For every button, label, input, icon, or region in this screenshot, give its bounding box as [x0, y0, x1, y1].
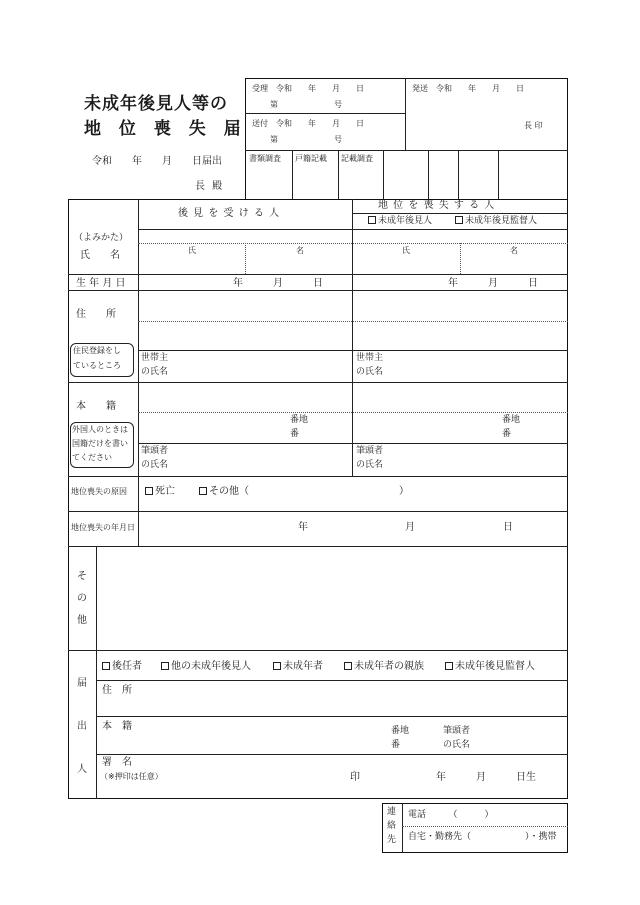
- opt-minor-guardian[interactable]: 未成年後見人: [368, 216, 432, 226]
- ward-head-1: 筆頭者: [141, 446, 169, 456]
- resident-note-1: 住民登録をし: [73, 346, 121, 355]
- checkbox-other-guardian[interactable]: [161, 662, 169, 670]
- send-date: 送付 令和 年 月 日: [252, 119, 364, 128]
- loser-header: 地 位 を 喪 失 す る 人: [378, 200, 496, 211]
- cause-other-option[interactable]: その他（ ）: [199, 487, 409, 497]
- notifier-address-label: 住 所: [102, 685, 132, 696]
- ward-head-2: の氏名: [141, 460, 169, 470]
- loser-head-1: 筆頭者: [356, 446, 384, 456]
- ward-header: 後 見 を 受 け る 人: [178, 208, 281, 219]
- honseki-label: 本 籍: [76, 401, 116, 412]
- cause-month[interactable]: 月: [405, 522, 415, 533]
- checkbox-death[interactable]: [145, 487, 153, 495]
- receipt-number: 第 号: [270, 100, 342, 109]
- loser-household-head-1: 世帯主: [356, 353, 384, 363]
- dispatch-date: 発送 令和 年 月 日: [412, 84, 524, 93]
- foreign-note-1: 外国人のときは: [72, 425, 128, 434]
- contact-label-1: 連: [387, 807, 397, 817]
- notifier-head-1: 筆頭者: [443, 726, 471, 736]
- form-title-line1: 未成年後見人等の: [84, 94, 228, 114]
- other-label-1: そ: [77, 571, 87, 582]
- ward-given-label: 名: [296, 246, 304, 255]
- cause-day[interactable]: 日: [503, 522, 513, 533]
- send-number: 第 号: [270, 135, 342, 144]
- checkbox-supervisor[interactable]: [455, 216, 463, 224]
- contact-label-2: 絡: [387, 821, 397, 831]
- foreign-note-3: てください: [72, 453, 112, 462]
- notifier-birth-date[interactable]: 年 月 日生: [436, 772, 536, 783]
- loser-given-label: 名: [510, 246, 518, 255]
- entry-inspection: 記載調査: [341, 154, 373, 163]
- ward-birth-date[interactable]: 年 月 日: [233, 278, 323, 289]
- name-label: 氏 名: [80, 250, 120, 261]
- loser-birth-date[interactable]: 年 月 日: [448, 278, 538, 289]
- notifier-honseki-label: 本 籍: [102, 721, 132, 732]
- foreign-note-2: 国籍だけを書い: [72, 439, 128, 448]
- checkbox-successor[interactable]: [102, 662, 110, 670]
- cause-label: 地位喪失の原因: [71, 487, 127, 496]
- other-label-2: の: [77, 593, 87, 604]
- seal-optional-note: （※押印は任意）: [100, 772, 163, 781]
- notifier-opt-minor[interactable]: 未成年者: [273, 662, 323, 672]
- seal-mark: 印: [350, 772, 360, 783]
- other-textarea[interactable]: [97, 547, 567, 649]
- notifier-ban: 番: [391, 740, 401, 750]
- contact-label-3: 先: [387, 835, 397, 845]
- notifier-banchi: 番地: [391, 726, 410, 736]
- notifier-label-1: 届: [77, 678, 87, 689]
- cause-death-option[interactable]: 死亡: [145, 487, 175, 497]
- checkbox-other[interactable]: [199, 487, 207, 495]
- loser-surname-label: 氏: [402, 246, 410, 255]
- cause-date-label: 地位喪失の年月日: [71, 523, 135, 532]
- receipt-date: 受理 令和 年 月 日: [252, 84, 364, 93]
- birth-label: 生 年 月 日: [76, 278, 126, 289]
- loser-head-2: の氏名: [356, 460, 384, 470]
- ward-household-head-1: 世帯主: [141, 353, 169, 363]
- register-entry: 戸籍記載: [295, 154, 327, 163]
- filing-date[interactable]: 令和 年 月 日届出: [92, 156, 222, 167]
- other-label-3: 他: [77, 615, 87, 626]
- notifier-address-input[interactable]: [140, 682, 566, 714]
- opt-supervisor[interactable]: 未成年後見監督人: [455, 216, 537, 226]
- loser-ban: 番: [502, 429, 512, 439]
- notifier-opt-supervisor[interactable]: 未成年後見監督人: [445, 662, 535, 672]
- notifier-opt-other-guardian[interactable]: 他の未成年後見人: [161, 662, 251, 672]
- loser-banchi: 番地: [502, 415, 521, 425]
- yomikata-label: （よみかた）: [74, 233, 129, 243]
- ward-banchi: 番地: [290, 415, 309, 425]
- notifier-label-2: 出: [77, 721, 87, 732]
- checkbox-minor-guardian[interactable]: [368, 216, 376, 224]
- checkbox-minor[interactable]: [273, 662, 281, 670]
- ward-household-head-2: の氏名: [141, 367, 169, 377]
- contact-phone-type[interactable]: 自宅・勤務先（ ）・携帯: [408, 832, 557, 842]
- resident-note-2: ているところ: [73, 361, 121, 370]
- notifier-opt-relative[interactable]: 未成年者の親族: [344, 662, 424, 672]
- contact-phone[interactable]: 電話 （ ）: [408, 810, 494, 820]
- notifier-head-2: の氏名: [443, 740, 471, 750]
- form-title-line2: 地 位 喪 失 届: [84, 119, 247, 139]
- checkbox-relative[interactable]: [344, 662, 352, 670]
- checkbox-notifier-supervisor[interactable]: [445, 662, 453, 670]
- doc-inspection: 書類調査: [249, 154, 281, 163]
- loser-household-head-2: の氏名: [356, 367, 384, 377]
- ward-surname-label: 氏: [188, 246, 196, 255]
- addressee[interactable]: 長 殿: [195, 181, 225, 192]
- notifier-opt-successor[interactable]: 後任者: [102, 662, 142, 672]
- address-label: 住 所: [76, 309, 116, 320]
- cause-year[interactable]: 年: [298, 522, 308, 533]
- ward-ban: 番: [290, 429, 300, 439]
- chief-seal: 長 印: [524, 121, 543, 130]
- notifier-label-3: 人: [77, 764, 87, 775]
- signature-label: 署 名: [102, 757, 132, 768]
